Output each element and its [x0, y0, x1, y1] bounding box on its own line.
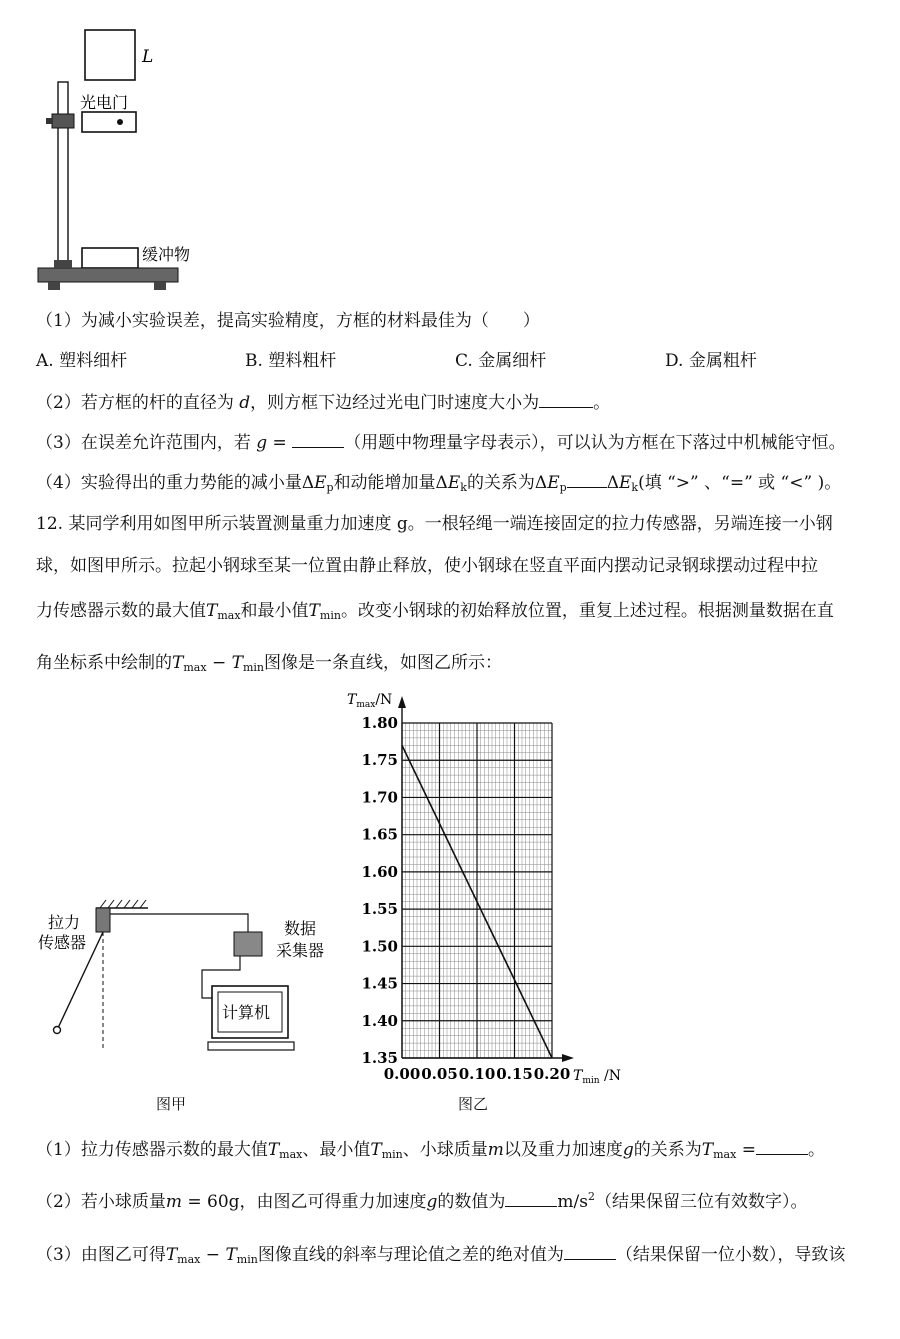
q11-part4: （4）实验得出的重力势能的减小量$\Delta E_p$和动能增加量$\Delta E_k$的关系为$\Delta E_p$ $\Delta E_k$(填 “>” 、“=” 或 “<” )。: [36, 473, 842, 494]
computer-label: 计算机: [222, 1003, 271, 1022]
tmax-tmin-graph: [345, 688, 645, 1098]
caption-jia: 图甲: [156, 1095, 187, 1113]
collector-label-2: 采集器: [276, 941, 325, 960]
y-axis-label: $T_{max}/N$: [347, 692, 393, 710]
q11-option-c[interactable]: C. 金属细杆: [455, 351, 547, 371]
label-buffer: 缓冲物: [142, 245, 191, 264]
tension-sensor: [96, 908, 110, 932]
answer-blank[interactable]: [567, 471, 607, 488]
sensor-label-2: 传感器: [38, 933, 87, 952]
x-axis-label: $T_{min}$ /N: [573, 1068, 621, 1086]
q12-line2: 球，如图甲所示。拉起小钢球至某一位置由静止释放，使小钢球在竖直平面内摆动记录钢球摆动过程中拉: [36, 556, 818, 576]
tension-sensor-figure: [30, 890, 340, 1070]
y-tick-label: 1.65: [361, 825, 398, 844]
y-axis-arrow: [398, 696, 406, 708]
collector-label-1: 数据: [284, 919, 317, 938]
photogate: [82, 112, 136, 132]
x-tick-label: 0.05: [421, 1065, 458, 1083]
q11-option-b[interactable]: B. 塑料粗杆: [245, 351, 337, 371]
y-tick-label: 1.70: [361, 788, 398, 807]
answer-blank[interactable]: [505, 1190, 557, 1207]
answer-blank[interactable]: [756, 1138, 808, 1155]
q12-line3: 力传感器示数的最大值$T_{max}$和最小值$T_{min}$。改变小钢球的初始释放位置，重复上述过程。根据测量数据在直: [36, 601, 834, 622]
answer-blank[interactable]: [539, 391, 593, 408]
x-tick-label: 0.20: [533, 1065, 571, 1083]
q11-part2: （2）若方框的杆的直径为 d，则方框下边经过光电门时速度大小为 。: [36, 393, 611, 413]
sensor-label-1: 拉力: [48, 913, 81, 932]
y-tick-label: 1.60: [361, 862, 398, 881]
data-collector: [234, 932, 262, 956]
y-tick-label: 1.40: [361, 1011, 398, 1030]
y-tick-label: 1.80: [361, 714, 398, 732]
x-tick-label: 0.15: [496, 1065, 533, 1083]
buffer-block: [82, 248, 138, 268]
y-tick-label: 1.55: [361, 900, 398, 919]
square-frame: [85, 30, 135, 80]
q11-option-a[interactable]: A. 塑料细杆: [36, 351, 128, 371]
clamp: [52, 114, 74, 128]
q12-line4: 角坐标系中绘制的$T_{max} - T_{min}$图像是一条直线，如图乙所示：: [36, 653, 502, 674]
q11-option-d[interactable]: D. 金属粗杆: [665, 351, 757, 371]
caption-yi: 图乙: [458, 1095, 489, 1113]
stand-rod: [58, 82, 68, 262]
q12-part1: （1）拉力传感器示数的最大值$T_{max}$、最小值$T_{min}$、小球质量m以及重力加速度g的关系为$T_{max}$ = 。: [36, 1140, 825, 1161]
q11-part1: （1）为减小实验误差，提高实验精度，方框的材料最佳为（ ）: [36, 311, 540, 331]
q12-part3: （3）由图乙可得$T_{max} - T_{min}$图像直线的斜率与理论值之差的绝对值为 （结果保留一位小数），导致该: [36, 1245, 846, 1266]
q11-part3: （3）在误差允许范围内，若 g = （用题中物理量字母表示），可以认为方框在下落过中机械能守恒。: [36, 433, 846, 453]
y-tick-label: 1.50: [361, 937, 398, 956]
q12-part2: （2）若小球质量m = 60g，由图乙可得重力加速度g的数值为 $m/s^2$（结果保留三位有效数字）。: [36, 1190, 808, 1212]
y-tick-label: 1.45: [361, 974, 398, 993]
photogate-apparatus-figure: [30, 20, 230, 302]
x-tick-label: 0.00: [383, 1065, 421, 1083]
label-L: L: [142, 47, 154, 67]
x-axis-arrow: [562, 1054, 574, 1062]
answer-blank[interactable]: [292, 431, 344, 448]
label-photogate: 光电门: [80, 93, 129, 112]
answer-blank[interactable]: [564, 1243, 616, 1260]
stand-base: [38, 268, 178, 282]
y-tick-label: 1.35: [361, 1049, 398, 1067]
x-tick-label: 0.10: [458, 1065, 496, 1083]
q12-line1: 12. 某同学利用如图甲所示装置测量重力加速度 g。一根轻绳一端连接固定的拉力传感器，另端连接一小钢: [36, 514, 833, 534]
y-tick-label: 1.75: [361, 751, 398, 770]
steel-ball: [54, 1027, 61, 1034]
